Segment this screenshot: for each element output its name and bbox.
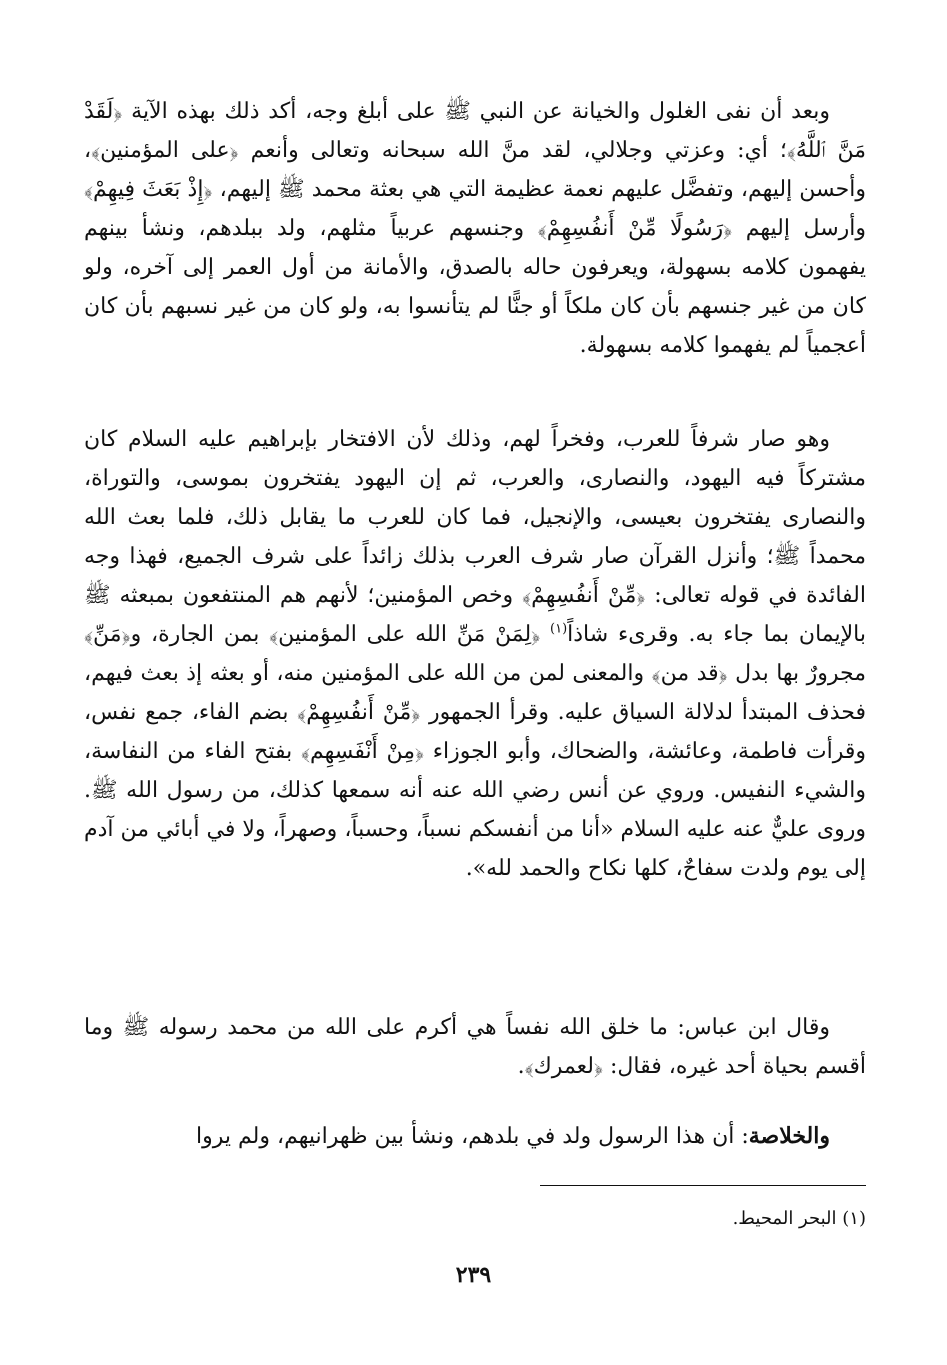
paragraph-2-text-before-note: وهو صار شرفاً للعرب، وفخراً لهم، وذلك لأن الافتخار بإبراهيم عليه السلام كان مشتركاً فيه اليهود، والنصارى، والعرب، ثم إن اليهود يفتخرون بموسى، والتوراة، والنصارى يفتخرون بعيسى، والإنجيل، فما كان للعرب ما يقابل ذلك، فلما بعث الله محمداً ﷺ؛ وأنزل القرآن صار شرف العرب بذلك زائداً على شرف الجميع، فهذا وجه الفائدة في قوله تعالى: ﴿مِّنْ أَنفُسِهِمْ﴾ وخص المؤمنين؛ لأنهم هم المنتفعون بمبعثه ﷺ بالإيمان بما جاء به. وقرىء شاذاً — [84, 427, 866, 647]
paragraph-3 — [84, 1008, 866, 1086]
footnote-separator — [540, 1185, 866, 1186]
footnote — [540, 1206, 866, 1232]
paragraph-1-text: وبعد أن نفى الغلول والخيانة عن النبي ﷺ على أبلغ وجه، أكد ذلك بهذه الآية ﴿لَقَدْ مَنَّ ٱللَّهُ﴾؛ أي: وعزتي وجلالي، لقد منَّ الله سبحانه وتعالى وأنعم ﴿على المؤمنين﴾، وأحسن إليهم، وتفضَّل عليهم نعمة عظيمة التي هي بعثة محمد ﷺ إليهم، ﴿إِذْ بَعَثَ فِيهِمْ﴾ وأرسل إليهم ﴿رَسُولًا مِّنْ أَنفُسِهِمْ﴾ وجنسهم عربياً مثلهم، ولد ببلدهم، ونشأ بينهم يفهمون كلامه بسهولة، ويعرفون حاله بالصدق، والأمانة من أول العمر إلى آخره، ولو كان من غير جنسهم بأن كان ملكاً أو جنًّا لم يتأنسوا به، ولو كان من غير نسبهم بأن كان أعجمياً لم يفهموا كلامه بسهولة. — [84, 99, 867, 358]
summary-lead-word: والخلاصة — [748, 1123, 830, 1149]
page-number: ٢٣٩ — [455, 1262, 492, 1288]
paragraph-2-content — [84, 420, 866, 888]
paragraph-4-text: : أن هذا الرسول ولد في بلدهم، ونشأ بين ظهرانيهم، ولم يروا — [196, 1124, 749, 1149]
paragraph-3-text: وقال ابن عباس: ما خلق الله نفساً هي أكرم على الله من محمد رسوله ﷺ وما أقسم بحياة أحد غيره، فقال: ﴿لعمرك﴾. — [84, 1015, 866, 1079]
footnote-marker: (١) — [842, 1208, 866, 1229]
paragraph-4-content — [84, 1117, 866, 1156]
paragraph-2-text-after-note: ﴿لِمَنْ مَنِّ الله على المؤمنين﴾ بمن الجارة، و﴿مَنِّ﴾ مجرورٌ بها بدل ﴿قد من﴾ والمعنى لمن من الله على المؤمنين منه، أو بعثه إذ بعث فيهم، فحذف المبتدأ لدلالة السياق عليه. وقرأ الجمهور ﴿مِّنْ أَنفُسِهِمْ﴾ بضم الفاء، جمع نفس، وقرأت فاطمة، وعائشة، والضحاك، وأبو الجوزاء ﴿مِنْ أَنْفَسِهِم﴾ بفتح الفاء من النفاسة، والشيء النفيس. وروي عن أنس رضي الله عنه أنه سمعها كذلك، من رسول الله ﷺ. وروى عليٌّ عنه عليه السلام «أنا من أنفسكم نسباً، وحسباً، وصهراً، ولا في أبائي من آدم إلى يوم ولدت سفاحٌ، كلها نكاح والحمد لله». — [84, 622, 866, 881]
paragraph-1 — [84, 92, 866, 365]
footnote-reference[interactable]: (١) — [550, 621, 568, 637]
paragraph-2 — [84, 420, 866, 888]
paragraph-4 — [84, 1117, 866, 1156]
footnote-text: البحر المحيط. — [732, 1208, 837, 1229]
